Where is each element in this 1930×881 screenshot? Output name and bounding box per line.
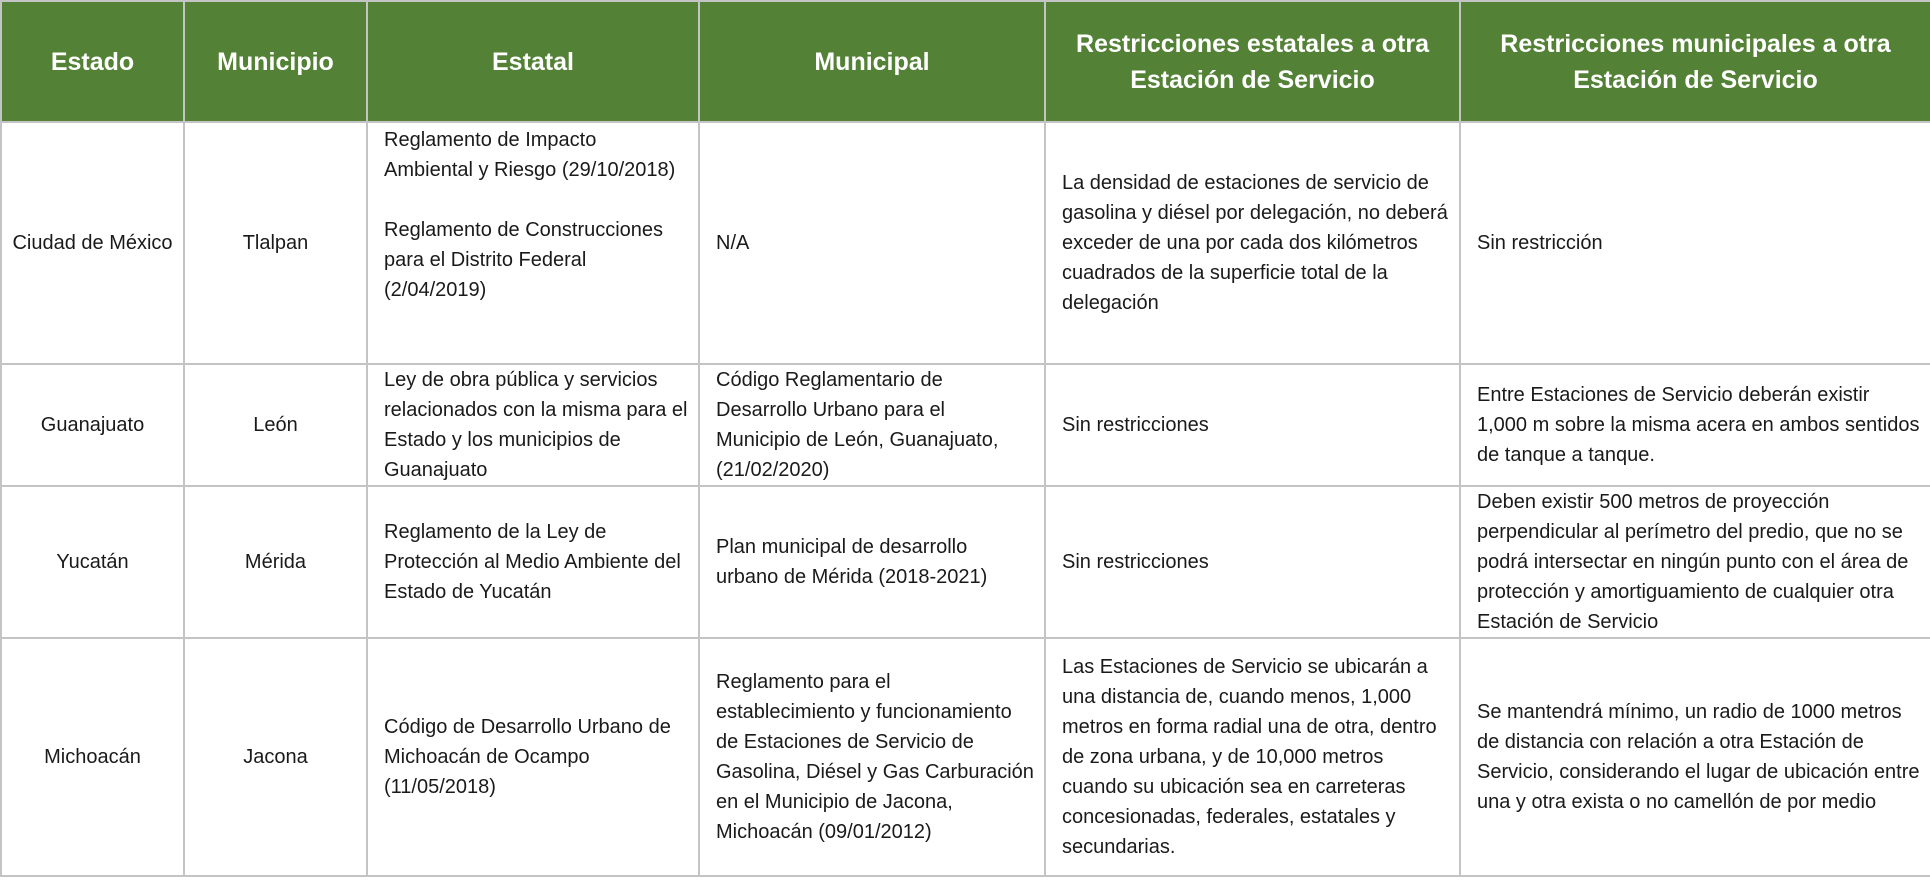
cell-restr-estatal: Las Estaciones de Servicio se ubicarán a una distancia de, cuando menos, 1,000 metros en forma radial una de otra, dentro de zona urbana, y de 10,000 metros cuando su ubicación sea en carreteras concesionadas, federales, estatales y secundarias. (1045, 638, 1460, 876)
cell-restr-municipal: Se mantendrá mínimo, un radio de 1000 metros de distancia con relación a otra Estación de Servicio, considerando el lugar de ubicación entre una y otra exista o no camellón de por medio (1460, 638, 1930, 876)
header-municipio: Municipio (184, 1, 367, 122)
header-estatal: Estatal (367, 1, 699, 122)
header-restricciones-municipales: Restricciones municipales a otra Estación de Servicio (1460, 1, 1930, 122)
table-row (1, 122, 1930, 364)
cell-restr-municipal: Sin restricción (1460, 122, 1930, 364)
cell-municipal: N/A (699, 122, 1045, 364)
estatal-item: Reglamento de Construcciones para el Distrito Federal (2/04/2019) (384, 219, 664, 301)
header-estado: Estado (1, 1, 184, 122)
cell-municipio: Tlalpan (184, 122, 367, 364)
cell-municipal: Plan municipal de desarrollo urbano de Mérida (2018-2021) (699, 486, 1045, 638)
cell-estado: Michoacán (1, 638, 184, 876)
paragraph-gap (384, 185, 688, 215)
header-restricciones-estatales: Restricciones estatales a otra Estación de Servicio (1045, 1, 1460, 122)
cell-restr-estatal: La densidad de estaciones de servicio de gasolina y diésel por delegación, no deberá exceder de una por cada dos kilómetros cuadrados de la superficie total de la delegación (1045, 122, 1460, 364)
cell-estado: Ciudad de México (1, 122, 184, 364)
cell-estatal: Ley de obra pública y servicios relacionados con la misma para el Estado y los municipios de Guanajuato (367, 364, 699, 486)
table-row (1, 364, 1930, 486)
estatal-item: Reglamento de Impacto Ambiental y Riesgo (29/10/2018) (384, 129, 676, 181)
cell-municipal: Código Reglamentario de Desarrollo Urbano para el Municipio de León, Guanajuato, (21/02/2020) (699, 364, 1045, 486)
cell-estado: Yucatán (1, 486, 184, 638)
cell-estatal (367, 122, 699, 364)
header-row (1, 1, 1930, 122)
table-row (1, 486, 1930, 638)
cell-municipio: León (184, 364, 367, 486)
table-row (1, 638, 1930, 876)
cell-municipio: Mérida (184, 486, 367, 638)
cell-estatal: Código de Desarrollo Urbano de Michoacán de Ocampo (11/05/2018) (367, 638, 699, 876)
cell-estatal: Reglamento de la Ley de Protección al Medio Ambiente del Estado de Yucatán (367, 486, 699, 638)
cell-restr-estatal: Sin restricciones (1045, 486, 1460, 638)
cell-restr-municipal: Deben existir 500 metros de proyección perpendicular al perímetro del predio, que no se podrá intersectar en ningún punto con el área de protección y amortiguamiento de cualquier otra Estación de Servicio (1460, 486, 1930, 638)
cell-estado: Guanajuato (1, 364, 184, 486)
header-municipal: Municipal (699, 1, 1045, 122)
cell-municipal: Reglamento para el establecimiento y funcionamiento de Estaciones de Servicio de Gasolina, Diésel y Gas Carburación en el Municipio de Jacona, Michoacán (09/01/2012) (699, 638, 1045, 876)
cell-restr-municipal: Entre Estaciones de Servicio deberán existir 1,000 m sobre la misma acera en ambos sentidos de tanque a tanque. (1460, 364, 1930, 486)
cell-municipio: Jacona (184, 638, 367, 876)
cell-restr-estatal: Sin restricciones (1045, 364, 1460, 486)
